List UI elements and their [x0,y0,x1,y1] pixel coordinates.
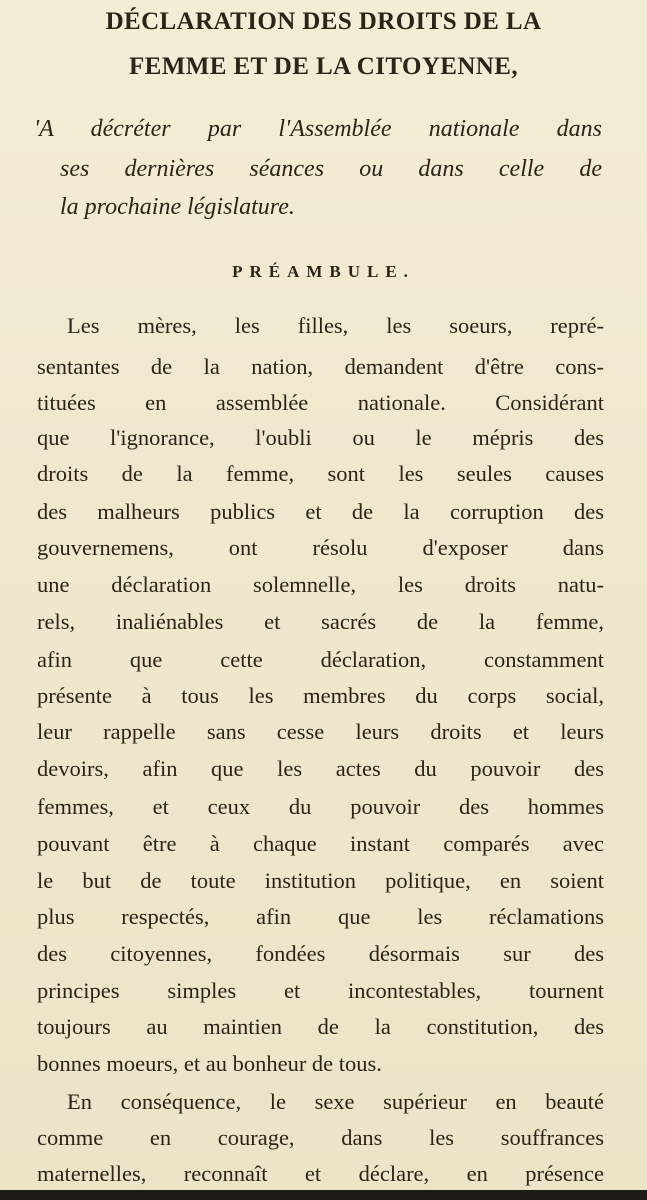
subtitle-line-2: ses dernières séances ou dans celle de [60,156,602,182]
paragraph-line: afin que cette déclaration, constamment [37,647,604,672]
paragraph-line: une déclaration solemnelle, les droits natu- [37,572,604,597]
paragraph-line: femmes, et ceux du pouvoir des hommes [37,794,604,819]
paragraph-line: bonnes moeurs, et au bonheur de tous. [37,1051,382,1076]
paragraph-line: comme en courage, dans les souffrances [37,1125,604,1150]
paragraph-line: des citoyennes, fondées désormais sur des [37,941,604,966]
paragraph-line: pouvant être à chaque instant comparés avec [37,831,604,856]
paragraph-line: présente à tous les membres du corps social, [37,683,604,708]
subtitle-line-1: 'A décréter par l'Assemblée nationale dans [34,116,602,142]
paragraph-line: des malheurs publics et de la corruption des [37,499,604,524]
paragraph-line: que l'ignorance, l'oubli ou le mépris des [37,425,604,450]
paragraph-line: principes simples et incontestables, tournent [37,978,604,1003]
paragraph-line: tituées en assemblée nationale. Considérant [37,390,604,415]
paragraph-line: En conséquence, le sexe supérieur en beauté [67,1089,604,1114]
paragraph-line: rels, inaliénables et sacrés de la femme, [37,609,604,634]
paragraph-line: droits de la femme, sont les seules causes [37,461,604,486]
document-title-line-2: FEMME ET DE LA CITOYENNE, [128,53,518,80]
paragraph-line: sentantes de la nation, demandent d'être cons- [37,354,604,379]
paragraph-line: plus respectés, afin que les réclamations [37,904,604,929]
paragraph-line: Les mères, les filles, les soeurs, repré- [67,313,604,338]
document-title-line-1: DÉCLARATION DES DROITS DE LA [105,8,542,35]
section-heading: PRÉAMBULE. [232,262,415,281]
paragraph-line: maternelles, reconnaît et déclare, en présence [37,1161,604,1186]
paragraph-line: le but de toute institution politique, en soient [37,868,604,893]
paragraph-line: leur rappelle sans cesse leurs droits et leurs [37,719,604,744]
bottom-edge-bar [0,1190,647,1200]
paragraph-line: toujours au maintien de la constitution, des [37,1014,604,1039]
paragraph-line: gouvernemens, ont résolu d'exposer dans [37,535,604,560]
subtitle-line-3: la prochaine législature. [60,194,295,220]
paragraph-line: devoirs, afin que les actes du pouvoir des [37,756,604,781]
